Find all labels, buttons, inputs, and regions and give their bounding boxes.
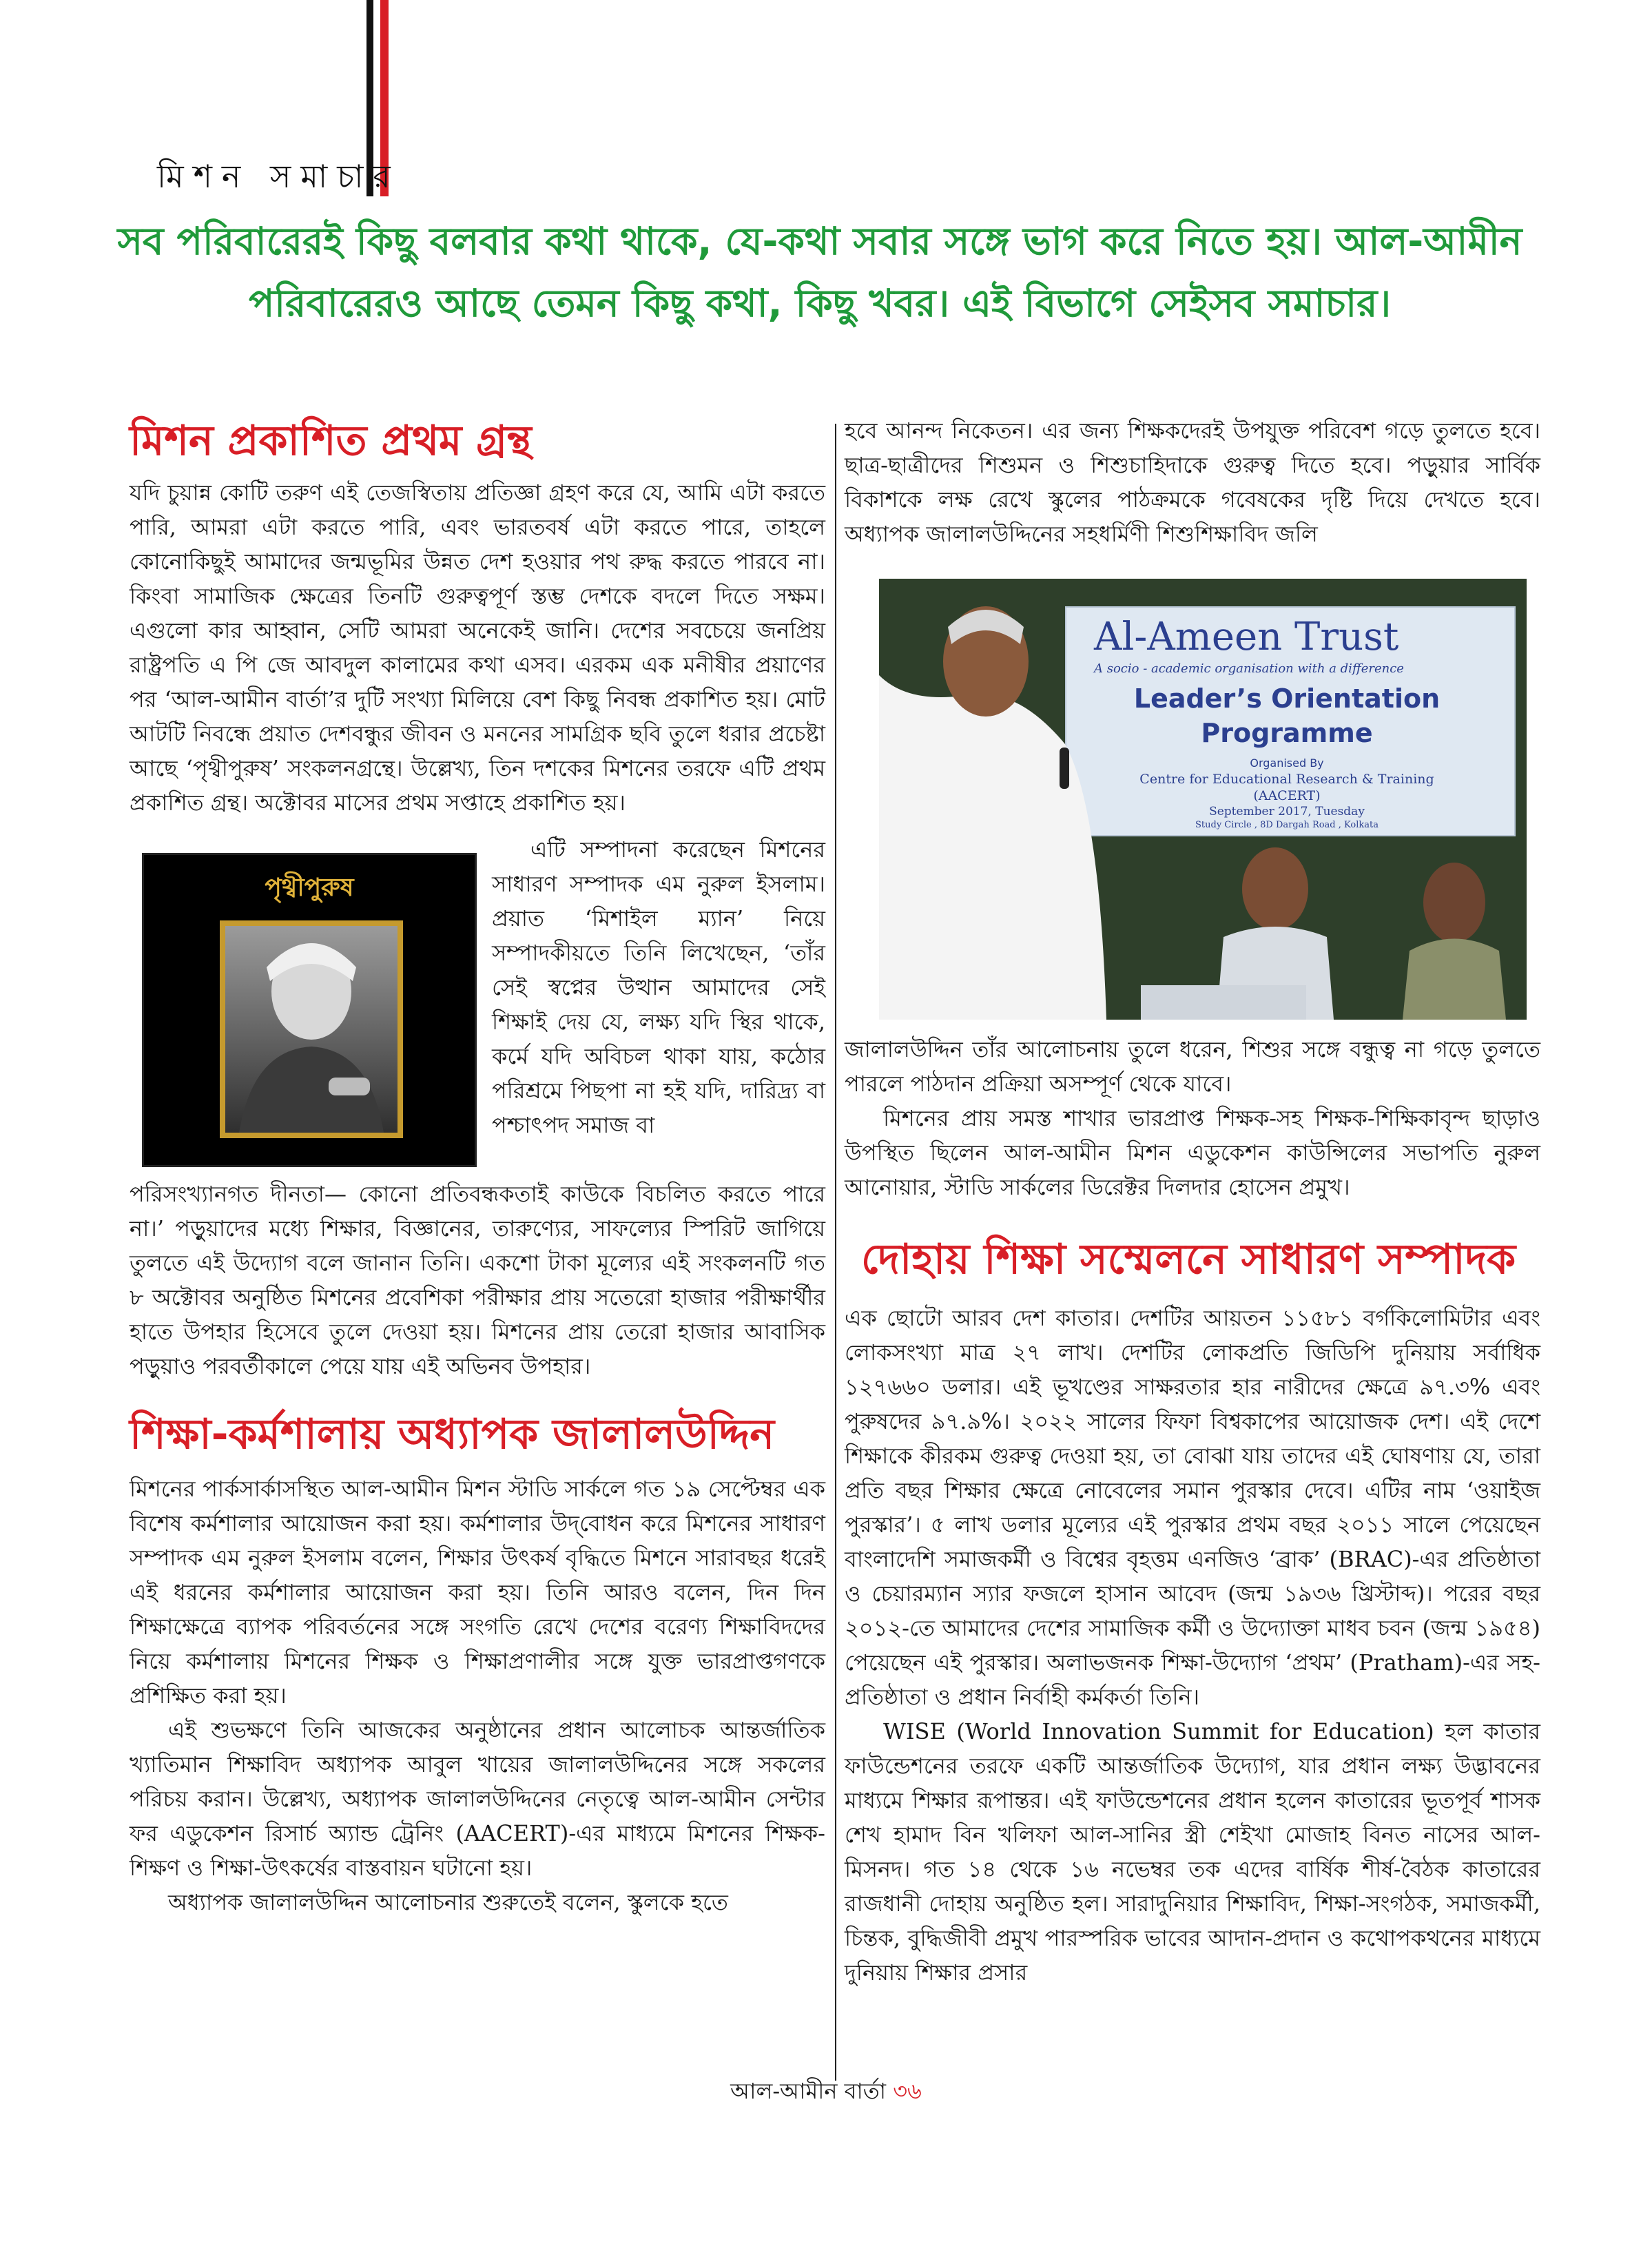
footer-page-number: ৩৬ — [893, 2078, 922, 2104]
left-column — [130, 413, 825, 1919]
article2-continued-para1: হবে আনন্দ নিকেতন। এর জন্য শিক্ষকদেরই উপযুক্ত পরিবেশ গড়ে তুলতে হবে। ছাত্র-ছাত্রীদের শিশুমন ও শিশুচাহিদাকে গুরুত্ব দিতে হবে। পড়ুয়ার সার্বিক বিকাশকে লক্ষ রেখে স্কুলের পাঠক্রমকে গবেষকের দৃষ্টি দিয়ে দেখতে হবে। অধ্যাপক জালালউদ্দিনের সহধর্মিণী শিশুশিক্ষাবিদ জলি — [845, 418, 1540, 547]
portrait-figure-icon — [225, 926, 397, 1133]
workshop-photo — [879, 579, 1527, 1020]
article2-continued-para3: মিশনের প্রায় সমস্ত শাখার ভারপ্রাপ্ত শিক্ষক-সহ শিক্ষক-শিক্ষিকাবৃন্দ ছাড়াও উপস্থিত ছিলেন আল-আমীন মিশন এডুকেশন কাউন্সিলের সভাপতি নুরুল আনোয়ার, স্টাডি সার্কলের ডিরেক্টর দিলদার হোসেন প্রমুখ। — [845, 1105, 1540, 1200]
section-label: মিশন সমাচার — [157, 158, 400, 195]
article2-heading: শিক্ষা-কর্মশালায় অধ্যাপক জালালউদ্দিন — [130, 1410, 775, 1459]
banner-line3: Leader’s Orientation — [1133, 683, 1441, 714]
article2-continued-para2: জালালউদ্দিন তাঁর আলোচনায় তুলে ধরেন, শিশুর সঙ্গে বন্ধুত্ব না গড়ে তুলতে পারলে পাঠদান প্রক্রিয়া অসম্পূর্ণ থেকে যাবে। — [845, 1036, 1540, 1097]
portrait-photo — [220, 920, 403, 1138]
article3-heading: দোহায় শিক্ষা সম্মেলনে সাধারণ সম্পাদক — [861, 1235, 1516, 1284]
column-divider — [835, 424, 836, 2081]
workshop-people-icon — [879, 579, 1527, 1020]
article3-para1: এক ছোটো আরব দেশ কাতার। দেশটির আয়তন ১১৫৮১ বর্গকিলোমিটার এবং লোকসংখ্যা মাত্র ২৭ লাখ। দেশটির লোকপ্রতি জিডিপি দুনিয়ায় সর্বাধিক ১২৭৬৬০ ডলার। এই ভূখণ্ডের সাক্ষরতার হার নারীদের ক্ষেত্রে ৯৭.৩% এবং পুরুষদের ৯৭.৯%। ২০২২ সালের ফিফা বিশ্বকাপের আয়োজক দেশ। এই দেশে শিক্ষাকে কীরকম গুরুত্ব দেওয়া হয়, তা বোঝা যায় তাদের এই ঘোষণায় যে, তারা প্রতি বছর শিক্ষার ক্ষেত্রে নোবেলের সমান পুরস্কার দেবে। এটির নাম ‘ওয়াইজ পুরস্কার’। ৫ লাখ ডলার মূল্যের এই পুরস্কার প্রথম বছর ২০১১ সালে পেয়েছেন বাংলাদেশি সমাজকর্মী ও বিশ্বের বৃহত্তম এনজিও ‘ব্রাক’ (BRAC)-এর প্রতিষ্ঠাতা ও চেয়ারম্যান স্যার ফজলে হাসান আবেদ (জন্ম ১৯৩৬ খ্রিস্টাব্দ)। পরের বছর ২০১২-তে আমাদের দেশের সামাজিক কর্মী ও উদ্যোক্তা মাধব চবন (জন্ম ১৯৫৪) পেয়েছেন এই পুরস্কার। অলাভজনক শিক্ষা-উদ্যোগ ‘প্রথম’ (Pratham)-এর সহ-প্রতিষ্ঠাতা ও প্রধান নির্বাহী কর্মকর্তা তিনি। — [845, 1305, 1540, 1710]
article3-para2: WISE (World Innovation Summit for Education) হল কাতার ফাউন্ডেশনের তরফে একটি আন্তর্জাতিক উদ্যোগ, যার প্রধান লক্ষ্য উদ্ভাবনের মাধ্যমে শিক্ষার রূপান্তর। এই ফাউন্ডেশনের প্রধান হলেন কাতারের ভূতপূর্ব শাসক শেখ হামাদ বিন খলিফা আল-সানির স্ত্রী শেইখা মোজাহ বিনত নাসের আল-মিসনদ। গত ১৪ থেকে ১৬ নভেম্বর তক এদের বার্ষিক শীর্ষ-বৈঠক কাতারের রাজধানী দোহায় অনুষ্ঠিত হল। সারাদুনিয়ার শিক্ষাবিদ, শিক্ষা-সংগঠক, সমাজকর্মী, চিন্তক, বুদ্ধিজীবী প্রমুখ পারস্পরিক ভাবের আদান-প্রদান ও কথোপকথনের মাধ্যমে দুনিয়ায় শিক্ষার প্রসার — [845, 1718, 1540, 1986]
article1-para1: যদি চুয়ান্ন কোটি তরুণ এই তেজস্বিতায় প্রতিজ্ঞা গ্রহণ করে যে, আমি এটা করতে পারি, আমরা এটা করতে পারি, এবং ভারতবর্ষ এটা করতে পারে, তাহলে কোনোকিছুই আমাদের জন্মভূমির উন্নত দেশ হওয়ার পথ রুদ্ধ করতে পারবে না। কিংবা সামাজিক ক্ষেত্রের তিনটি গুরুত্বপূর্ণ স্তম্ভ দেশকে বদলে দিতে সক্ষম। এগুলো কার আহ্বান, সেটি আমরা অনেকেই জানি। দেশের সবচেয়ে জনপ্রিয় রাষ্ট্রপতি এ পি জে আবদুল কালামের কথা এসব। এরকম এক মনীষীর প্রয়াণের পর ‘আল-আমীন বার্তা’র দুটি সংখ্যা মিলিয়ে বেশ কিছু নিবন্ধ প্রকাশিত হয়। মোট আটটি নিবন্ধে প্রয়াত দেশবন্ধুর জীবন ও মননের সামগ্রিক ছবি তুলে ধরার প্রচেষ্টা আছে ‘পৃথ্বীপুরুষ’ সংকলনগ্রন্থে। উল্লেখ্য, তিন দশকের মিশনের তরফে এটি প্রথম প্রকাশিত গ্রন্থ। অক্টোবর মাসের প্রথম সপ্তাহে প্রকাশিত হয়। — [130, 480, 825, 816]
banner-line4: Programme — [1201, 718, 1373, 748]
banner-line7: (AACERT) — [1253, 788, 1321, 803]
banner-line6: Centre for Educational Research & Training — [1139, 772, 1434, 787]
article2-para1: মিশনের পার্কসার্কাসস্থিত আল-আমীন মিশন স্টাডি সার্কলে গত ১৯ সেপ্টেম্বর এক বিশেষ কর্মশালার আয়োজন করা হয়। কর্মশালার উদ্‌বোধন করে মিশনের সাধারণ সম্পাদক এম নুরুল ইসলাম বলেন, শিক্ষার উৎকর্ষ বৃদ্ধিতে মিশনে সারাবছর ধরেই এই ধরনের কর্মশালার আয়োজন করা হয়। তিনি আরও বলেন, দিন দিন শিক্ষাক্ষেত্রে ব্যাপক পরিবর্তনের সঙ্গে সংগতি রেখে দেশের বরেণ্য শিক্ষাবিদদের নিয়ে কর্মশালায় মিশনের শিক্ষক ও শিক্ষাপ্রণালীর সঙ্গে যুক্ত ভারপ্রাপ্তগণকে প্রশিক্ষিত করা হয়। — [130, 1476, 825, 1709]
banner-line9: Study Circle , 8D Dargah Road , Kolkata — [1195, 820, 1379, 830]
book-feature-block — [130, 832, 825, 1177]
page-footer — [0, 2074, 1652, 2111]
book-cover-title: পৃথ্বীপুরুষ — [265, 874, 354, 902]
book-cover-image — [142, 853, 477, 1167]
banner-line5: Organised By — [1250, 756, 1324, 770]
banner-line8: September 2017, Tuesday — [1209, 805, 1365, 818]
article1-para2: এটি সম্পাদনা করেছেন মিশনের সাধারণ সম্পাদক এম নুরুল ইসলাম। প্রয়াত ‘মিশাইল ম্যান’ নিয়ে সম্পাদকীয়তে তিনি লিখেছেন, ‘তাঁর সেই স্বপ্নের উত্থান আমাদের সেই শিক্ষাই দেয় যে, লক্ষ্য যদি স্থির থাকে, কর্মে যদি অবিচল থাকা যায়, কঠোর পরিশ্রমে পিছপা না হই যদি, দারিদ্র্য বা পশ্চাৎপদ সমাজ বা — [492, 836, 825, 1138]
banner-title: Al-Ameen Trust — [1094, 615, 1399, 659]
right-column — [845, 413, 1540, 1990]
banner-subtitle: A socio - academic organisation with a difference — [1094, 661, 1404, 676]
article2-para2: এই শুভক্ষণে তিনি আজকের অনুষ্ঠানের প্রধান আলোচক আন্তর্জাতিক খ্যাতিমান শিক্ষাবিদ অধ্যাপক আবুল খায়ের জালালউদ্দিনের সঙ্গে সকলের পরিচয় করান। উল্লেখ্য, অধ্যাপক জালালউদ্দিনের নেতৃত্বে আল-আমীন সেন্টার ফর এডুকেশন রিসার্চ অ্যান্ড ট্রেনিং (AACERT)-এর মাধ্যমে মিশনের শিক্ষক-শিক্ষণ ও শিক্ষা-উৎকর্ষের বাস্তবায়ন ঘটানো হয়। — [130, 1717, 825, 1881]
article1-heading: মিশন প্রকাশিত প্রথম গ্রন্থ — [130, 417, 532, 465]
article1-para3: পরিসংখ্যানগত দীনতা— কোনো প্রতিবন্ধকতাই কাউকে বিচলিত করতে পারে না।’ পড়ুয়াদের মধ্যে শিক্ষার, বিজ্ঞানের, তারুণ্যের, সাফল্যের স্পিরিট জাগিয়ে তুলতে এই উদ্যোগ বলে জানান তিনি। একশো টাকা মূল্যের এই সংকলনটি গত ৮ অক্টোবর অনুষ্ঠিত মিশনের প্রবেশিকা পরীক্ষার প্রায় সতেরো হাজার পরীক্ষার্থীর হাতে উপহার হিসেবে তুলে দেওয়া হয়। মিশনের প্রায় তেরো হাজার আবাসিক পড়ুয়াও পরবর্তীকালে পেয়ে যায় এই অভিনব উপহার। — [130, 1181, 825, 1379]
article2-para3: অধ্যাপক জালালউদ্দিন আলোচনার শুরুতেই বলেন, স্কুলকে হতে — [168, 1889, 728, 1915]
intro-text: সব পরিবারেরই কিছু বলবার কথা থাকে, যে-কথা সবার সঙ্গে ভাগ করে নিতে হয়। আল-আমীন পরিবারেরও আছে তেমন কিছু কথা, কিছু খবর। এই বিভাগে সেইসব সমাচার। — [117, 219, 1522, 325]
footer-magazine-name: আল-আমীন বার্তা — [730, 2078, 887, 2104]
